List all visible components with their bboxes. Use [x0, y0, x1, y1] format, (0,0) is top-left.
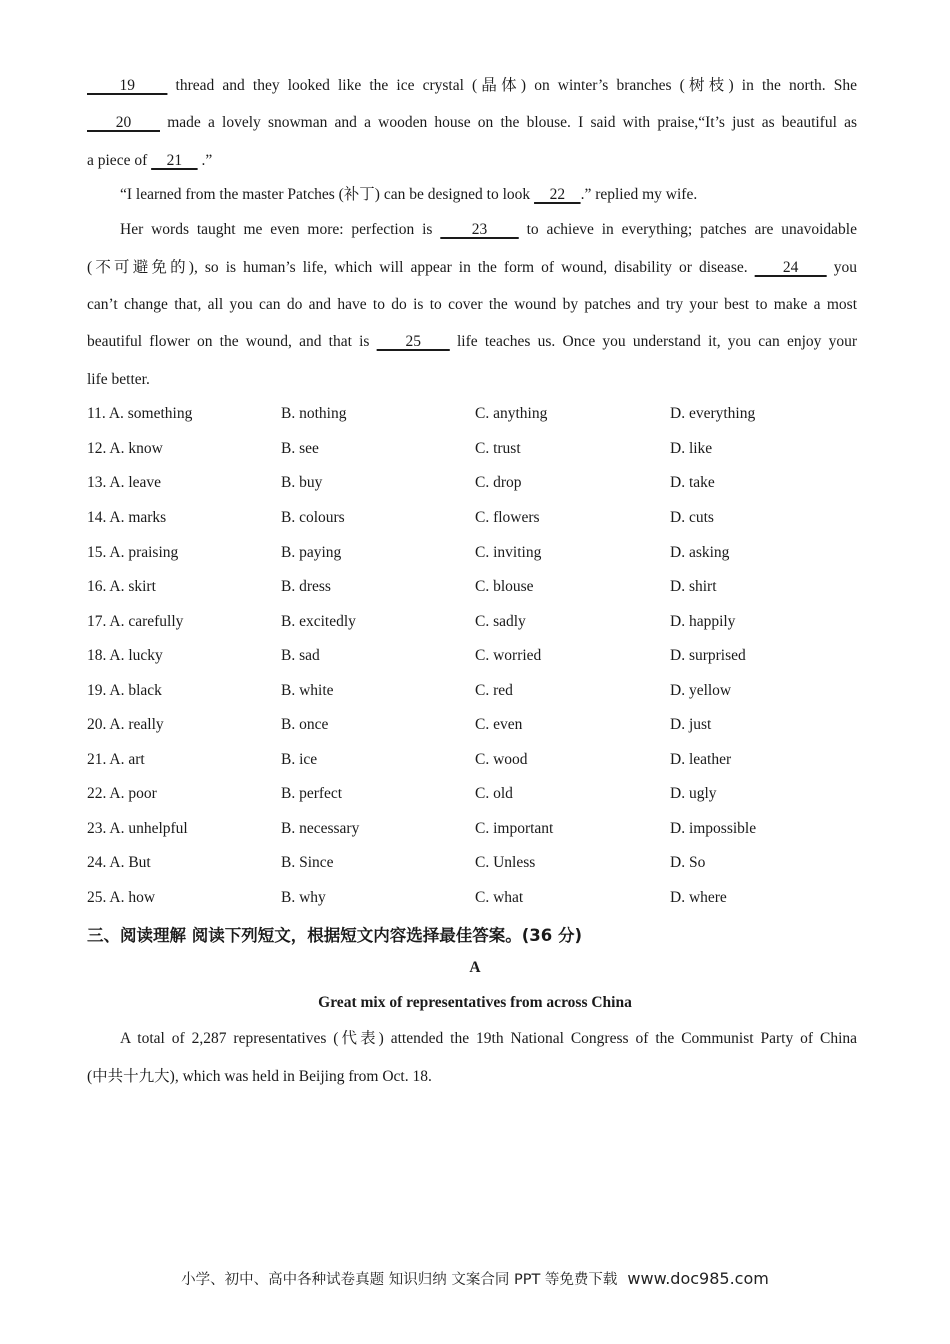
option-c: C. flowers: [475, 508, 540, 526]
option-d: D. asking: [670, 543, 730, 561]
option-row: [87, 473, 857, 493]
passage-line-8: beautiful flower on the wound, and that is 25 life teaches us. Once you understand it, you can enjoy your: [87, 333, 857, 350]
option-b: B. dress: [281, 578, 331, 595]
option-a: 22. A. poor: [87, 785, 157, 802]
option-d: D. shirt: [670, 578, 717, 595]
part-label: A: [469, 959, 481, 976]
option-c: C. red: [475, 681, 513, 699]
option-d: D. leather: [670, 750, 732, 768]
option-row: [87, 404, 857, 424]
blank-25: 25: [376, 333, 450, 350]
option-c: C. even: [475, 716, 523, 733]
option-row: [87, 543, 857, 563]
option-d: D. So: [670, 854, 706, 871]
passage-line-9: life better.: [87, 371, 150, 388]
option-a: 25. A. how: [87, 888, 156, 906]
blank-23: 23: [440, 221, 519, 238]
option-row: [87, 888, 857, 908]
option-a: 14. A. marks: [87, 508, 167, 526]
option-b: B. nothing: [281, 405, 347, 422]
article-paragraph-line-2: (中共十九大), which was held in Beijing from Oct. 18.: [87, 1068, 432, 1085]
option-b: B. why: [281, 888, 326, 906]
option-d: D. like: [670, 439, 713, 457]
footer: [0, 1268, 950, 1289]
option-b: B. necessary: [281, 819, 360, 837]
option-c: C. trust: [475, 439, 521, 457]
option-row: [87, 612, 857, 632]
blank-19: 19: [87, 77, 168, 94]
option-b: B. once: [281, 716, 329, 733]
option-c: C. drop: [475, 474, 522, 491]
option-row: [87, 784, 857, 804]
option-b: B. see: [281, 439, 319, 457]
option-a: 21. A. art: [87, 750, 145, 768]
option-d: D. where: [670, 888, 727, 906]
blank-24: 24: [754, 259, 827, 276]
option-a: 19. A. black: [87, 681, 162, 699]
option-a: 15. A. praising: [87, 543, 179, 561]
option-a: 13. A. leave: [87, 474, 162, 491]
option-c: C. wood: [475, 750, 528, 768]
option-b: B. sad: [281, 647, 320, 664]
option-row: [87, 750, 857, 770]
option-c: C. blouse: [475, 578, 534, 595]
option-c: C. inviting: [475, 543, 542, 561]
blank-21: 21: [151, 152, 198, 169]
option-a: 18. A. lucky: [87, 647, 163, 664]
option-row: [87, 439, 857, 459]
option-row: [87, 819, 857, 839]
passage-line-7: can’t change that, all you can do and have to do is to cover the wound by patches and try your best to make a most: [87, 296, 857, 313]
option-d: D. just: [670, 716, 712, 733]
option-a: 17. A. carefully: [87, 612, 184, 630]
passage-line-4: “I learned from the master Patches (补丁) can be designed to look 22 .” replied my wife.: [120, 186, 698, 203]
option-c: C. what: [475, 888, 524, 906]
option-row: [87, 646, 857, 666]
option-d: D. surprised: [670, 647, 746, 664]
option-b: B. ice: [281, 750, 318, 768]
option-c: C. old: [475, 785, 513, 802]
option-row: [87, 508, 857, 528]
option-b: B. buy: [281, 474, 323, 491]
option-row: [87, 577, 857, 597]
option-d: D. take: [670, 474, 715, 491]
option-b: B. paying: [281, 543, 342, 561]
option-d: D. everything: [670, 405, 756, 422]
passage-line-2: 20 made a lovely snowman and a wooden house on the blouse. I said with praise,“It’s just as beautiful as: [87, 114, 857, 131]
option-b: B. colours: [281, 508, 345, 526]
option-a: 23. A. unhelpful: [87, 819, 188, 837]
option-a: 16. A. skirt: [87, 578, 156, 595]
option-d: D. cuts: [670, 508, 714, 526]
option-d: D. yellow: [670, 681, 732, 699]
article-title: Great mix of representatives from across China: [318, 994, 632, 1011]
option-c: C. Unless: [475, 854, 536, 871]
option-c: C. anything: [475, 405, 548, 422]
passage-line-5: Her words taught me even more: perfection is 23 to achieve in everything; patches are unavoidable: [120, 221, 857, 238]
option-row: [87, 853, 857, 873]
option-a: 24. A. But: [87, 854, 151, 871]
option-row: [87, 715, 857, 735]
passage-line-3: a piece of 21 .”: [87, 152, 213, 169]
option-c: C. worried: [475, 647, 542, 664]
option-a: 20. A. really: [87, 716, 164, 733]
option-row: [87, 681, 857, 701]
blank-20: 20: [87, 114, 160, 131]
option-a: 12. A. know: [87, 439, 163, 457]
footer-url[interactable]: www.doc985.com: [627, 1269, 769, 1288]
footer-text: 小学、初中、高中各种试卷真题 知识归纳 文案合同 PPT 等免费下载: [181, 1272, 618, 1288]
option-d: D. impossible: [670, 819, 757, 837]
option-b: B. Since: [281, 854, 334, 871]
section-heading: 三、阅读理解 阅读下列短文，根据短文内容选择最佳答案。(36 分): [87, 926, 583, 945]
option-c: C. important: [475, 819, 554, 837]
option-b: B. excitedly: [281, 612, 356, 630]
option-a: 11. A. something: [87, 405, 193, 422]
article-paragraph-line-1: A total of 2,287 representatives (代表) attended the 19th National Congress of the Communist Party of China: [120, 1030, 857, 1047]
passage-line-6: (不可避免的), so is human’s life, which will appear in the form of wound, disability or disease. 24 you: [87, 259, 858, 276]
option-c: C. sadly: [475, 612, 526, 630]
option-b: B. white: [281, 681, 334, 699]
passage-line-1: 19 thread and they looked like the ice crystal (晶体) on winter’s branches (树枝) in the north. She: [87, 77, 857, 94]
option-b: B. perfect: [281, 785, 343, 802]
option-d: D. happily: [670, 612, 736, 630]
blank-22: 22: [534, 186, 581, 203]
option-d: D. ugly: [670, 785, 717, 802]
